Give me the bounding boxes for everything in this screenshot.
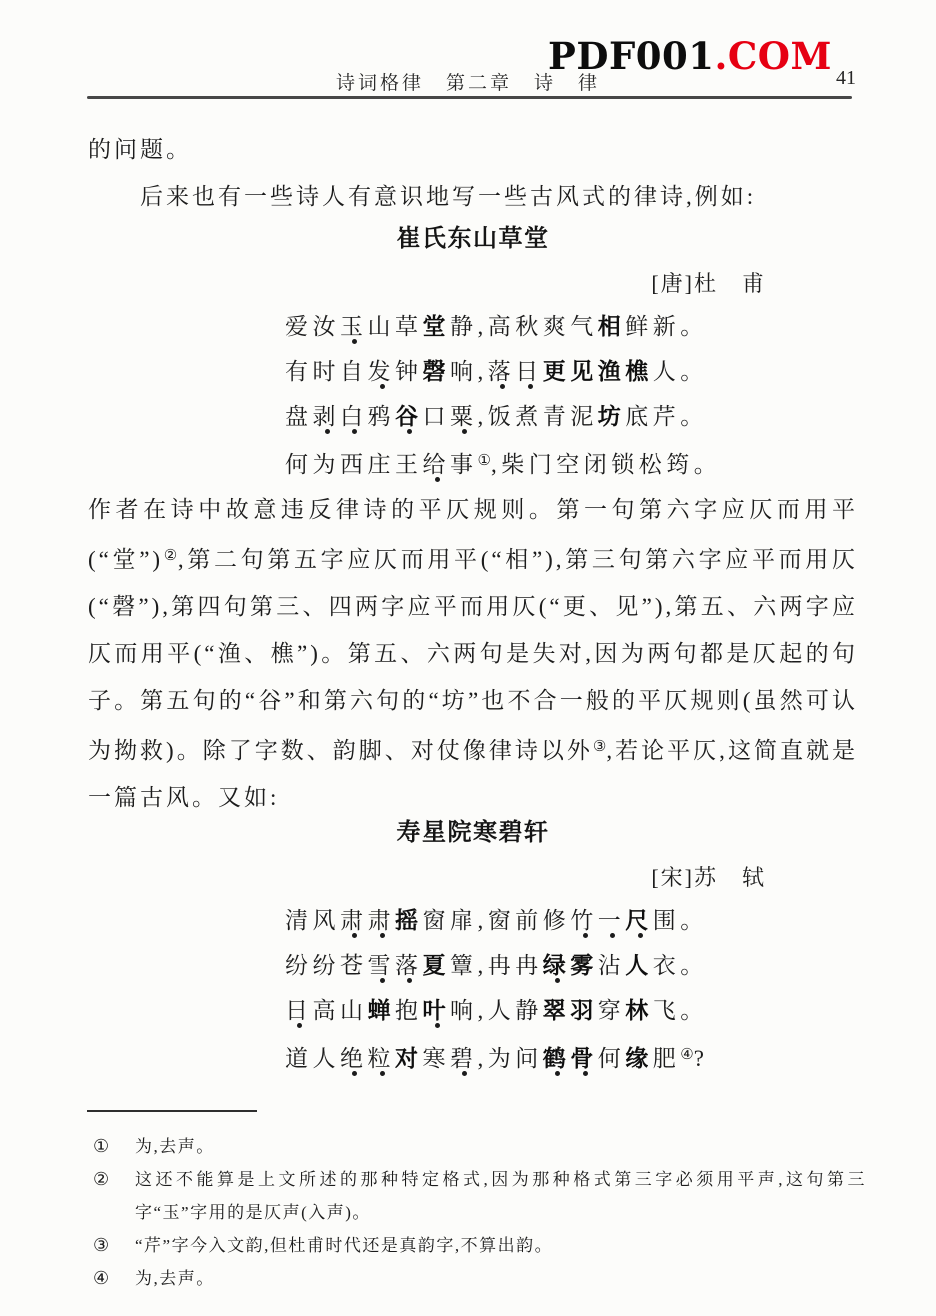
poem1-line-3: 盘剥白鸦谷口粟,饭煮青泥坊底芹。 xyxy=(285,404,708,429)
footnote-item-1 xyxy=(88,1130,866,1163)
footnotes-section xyxy=(88,1130,866,1295)
poem2-line-4: 道人绝粒对寒碧,为问鹤骨何缘肥④? xyxy=(285,1046,709,1071)
footnote-marker-2: ② xyxy=(93,1169,110,1189)
poem-cui-shi-dong-shan-cao-tang xyxy=(88,218,858,484)
running-head-title: 诗词格律 第二章 诗 律 xyxy=(335,73,600,94)
poem1-line-1: 爱汝玉山草堂静,高秋爽气相鲜新。 xyxy=(285,314,708,339)
poem-shou-xing-yuan-han-bi-xuan xyxy=(88,812,858,1078)
footnote-item-2 xyxy=(88,1163,866,1229)
header-divider xyxy=(87,96,852,99)
poem1-line-4: 何为西庄王给事①,柴门空闭锁松筠。 xyxy=(285,452,722,477)
footnote-marker-4: ④ xyxy=(93,1268,110,1288)
footnote-item-3 xyxy=(88,1229,866,1262)
poem2-author: [宋]苏 轼 xyxy=(651,865,766,890)
poem1-title: 崔氏东山草堂 xyxy=(396,226,550,252)
footnote-item-4 xyxy=(88,1262,866,1295)
poem1-line-2: 有时自发钟磬响,落日更见渔樵人。 xyxy=(285,359,708,384)
footnote-text-4: 为,去声。 xyxy=(135,1269,215,1288)
footnote-marker-1: ① xyxy=(93,1136,110,1156)
footnote-divider xyxy=(87,1110,257,1112)
poem2-title: 寿星院寒碧轩 xyxy=(396,820,550,846)
poem2-line-3: 日高山蝉抱叶响,人静翠羽穿林飞。 xyxy=(285,998,708,1023)
lead-paragraph: 后来也有一些诗人有意识地写一些古风式的律诗,例如: xyxy=(140,184,757,209)
page-number: 41 xyxy=(836,67,856,89)
poem2-line-2: 纷纷苍雪落夏簟,冉冉绿雾沾人衣。 xyxy=(285,953,708,978)
footnote-text-2: 这还不能算是上文所述的那种特定格式,因为那种格式第三字必须用平声,这句第三字“玉”字用的是仄声(入声)。 xyxy=(135,1170,866,1222)
poem1-author: [唐]杜 甫 xyxy=(651,271,766,296)
poem2-line-1: 清风肃肃摇窗扉,窗前修竹一尺围。 xyxy=(285,908,708,933)
footnote-text-1: 为,去声。 xyxy=(135,1137,215,1156)
intro-paragraph: 的问题。 xyxy=(88,137,192,162)
footnote-text-3: “芹”字今入文韵,但杜甫时代还是真韵字,不算出韵。 xyxy=(135,1236,554,1255)
watermark-text-black: PDF001 xyxy=(548,34,715,78)
watermark-text-red: .COM xyxy=(714,34,832,78)
commentary-paragraph: 作者在诗中故意违反律诗的平仄规则。第一句第六字应仄而用平(“堂”)②,第二句第五字应仄而用平(“相”),第三句第六字应平而用仄(“磬”),第四句第三、四两字应平而用仄(“更、见”),第五、六两字应仄而用平(“渔、樵”)。第五、六两句是失对,因为两句都是仄起的句子。第五句的“谷”和第六句的“坊”也不合一般的平仄规则(虽然可认为拗救)。除了字数、韵脚、对仗像律诗以外③,若论平仄,这简直就是一篇古风。又如: xyxy=(88,497,858,810)
footnote-marker-3: ③ xyxy=(93,1235,110,1255)
